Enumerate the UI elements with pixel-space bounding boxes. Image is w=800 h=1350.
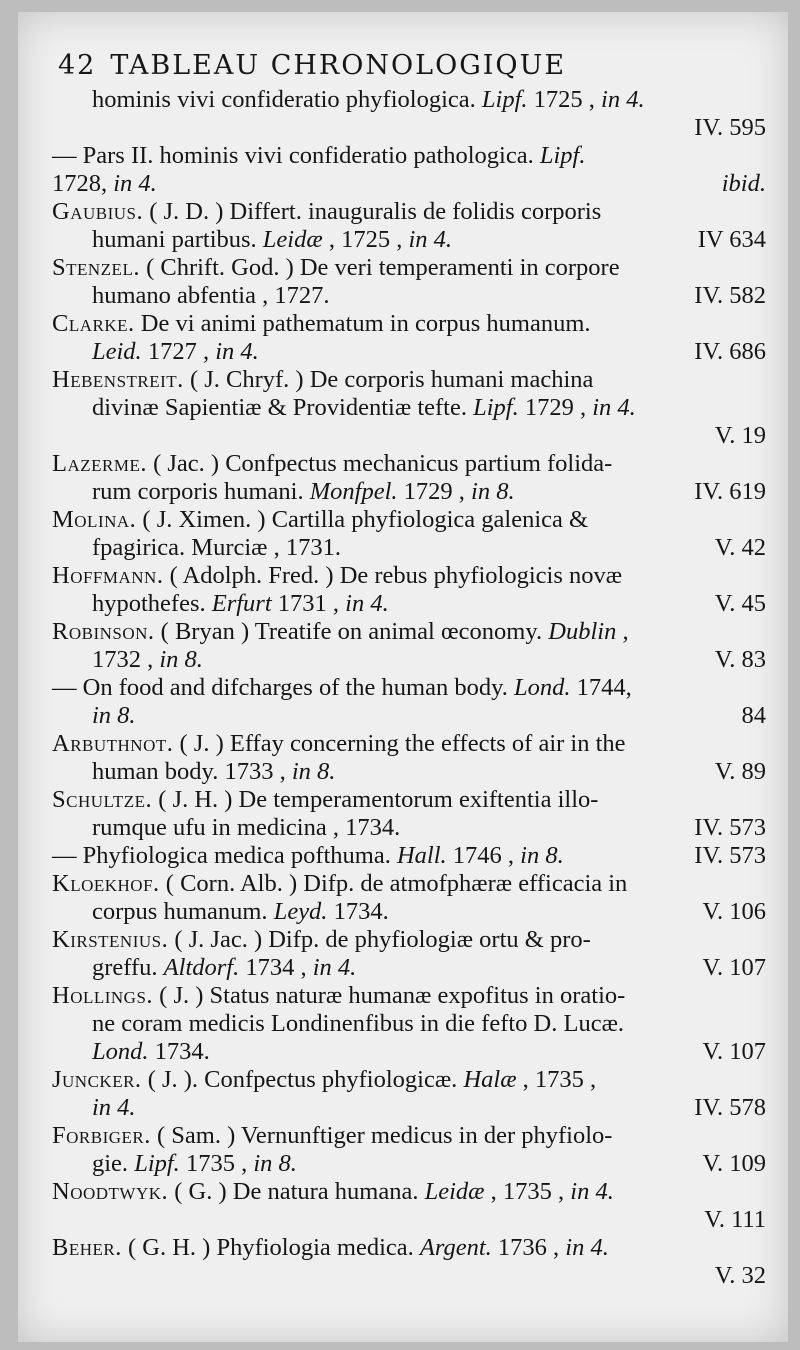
entry-reference: IV. 573 <box>694 842 766 869</box>
bibliography-entry <box>52 86 766 142</box>
entry-place: Hall. <box>396 842 447 869</box>
entry-place: Dublin , <box>548 618 629 645</box>
entry-author: Arbuthnot. <box>52 730 174 757</box>
entry-author: Hollings. <box>52 982 154 1009</box>
entry-author: Hebenstreit. <box>52 366 184 393</box>
entry-text: — Phyfiologica medica pofthuma. <box>52 842 391 869</box>
entry-reference: ibid. <box>721 170 766 197</box>
entry-year: 1734. <box>333 898 389 925</box>
bibliography-entry <box>52 366 766 450</box>
entry-place: Leyd. <box>273 898 328 925</box>
entry-text: hominis vivi confideratio phyfiologica. <box>92 86 476 113</box>
entry-format: in 4. <box>345 590 389 617</box>
entry-text: ( J. ). Confpectus phyfiologicæ. <box>147 1066 458 1093</box>
entry-text-continued: human body. 1733 , <box>92 758 286 785</box>
bibliography-entry <box>52 1122 766 1178</box>
entry-format: in 8. <box>159 646 203 673</box>
page-title: TABLEAU CHRONOLOGIQUE <box>110 50 567 81</box>
entry-format: in 8. <box>471 478 515 505</box>
entry-text: ( G. ) De natura humana. <box>174 1178 419 1205</box>
entry-place: Leid. <box>92 338 142 365</box>
bibliography-entry <box>52 254 766 310</box>
entry-reference: V. 107 <box>702 954 766 981</box>
entry-format: in 8. <box>520 842 564 869</box>
entry-format: in 4. <box>601 86 645 113</box>
bibliography-entry <box>52 1066 766 1122</box>
entry-author: Molina. <box>52 506 137 533</box>
bibliography-entry <box>52 198 766 254</box>
entry-place: Monfpel. <box>309 478 398 505</box>
entry-text: — Pars II. hominis vivi confideratio pathologica. <box>52 142 534 169</box>
bibliography-entry <box>52 842 766 870</box>
entry-reference: V. 42 <box>714 534 766 561</box>
entry-reference: V. 32 <box>714 1262 766 1289</box>
entry-author: Forbiger. <box>52 1122 151 1149</box>
entry-text: ( Sam. ) Vernunftiger medicus in der phyfiolo- <box>157 1122 613 1149</box>
entry-author: Hoffmann. <box>52 562 164 589</box>
entry-text: De vi animi pathematum in corpus humanum. <box>140 310 591 337</box>
entry-author: Clarke. <box>52 310 135 337</box>
entry-author: Schultze. <box>52 786 153 813</box>
entry-place: Lipf. <box>473 394 519 421</box>
entry-year: 1727 , <box>147 338 210 365</box>
entry-place: Leidæ <box>262 226 323 253</box>
entry-year: 1734 , <box>245 954 307 981</box>
entry-year: , 1735 , <box>522 1066 597 1093</box>
entry-text-continued: humano abfentia , 1727. <box>92 282 330 309</box>
entry-year: 1734. <box>154 1038 210 1065</box>
entry-text: ( Adolph. Fred. ) De rebus phyfiologicis novæ <box>169 562 623 589</box>
entry-format: in 4. <box>570 1178 614 1205</box>
entry-reference: IV 634 <box>697 226 766 253</box>
entry-author: Stenzel. <box>52 254 140 281</box>
entry-text: ( Corn. Alb. ) Difp. de atmofphæræ efficacia in <box>165 870 628 897</box>
entry-year: 1729 , <box>403 478 465 505</box>
entry-reference: IV. 619 <box>694 478 766 505</box>
entry-format: in 4. <box>312 954 357 981</box>
entry-text-continued: hypothefes. <box>92 590 206 617</box>
bibliography-entry <box>52 618 766 674</box>
entry-author: Kloekhof. <box>52 870 160 897</box>
entry-year: 1736 , <box>497 1234 560 1261</box>
entry-text-continued: ne coram medicis Londinenfibus in die fefto D. Lucæ. <box>92 1010 625 1037</box>
entry-reference: IV. 595 <box>694 114 766 141</box>
bibliography-entry <box>52 870 766 926</box>
entry-reference: V. 89 <box>714 758 766 785</box>
entry-format: in 4. <box>92 1094 136 1121</box>
entry-text: ( J. Chryf. ) De corporis humani machina <box>189 366 594 393</box>
entry-text: ( J. Ximen. ) Cartilla phyfiologica galenica & <box>142 506 589 533</box>
entry-place: Lipf. <box>539 142 586 169</box>
entry-text: ( J. Jac. ) Difp. de phyfiologiæ ortu & pro- <box>174 926 591 953</box>
entry-place: Leidæ <box>424 1178 485 1205</box>
entry-text-continued: greffu. <box>92 954 158 981</box>
bibliography-entry <box>52 1178 766 1234</box>
entry-year: 1731 , <box>277 590 340 617</box>
entry-text: ( J. D. ) Differt. inauguralis de folidis corporis <box>149 198 602 225</box>
entry-author: Juncker. <box>52 1066 142 1093</box>
entry-reference: V. 106 <box>702 898 766 925</box>
bibliography-entry <box>52 1234 766 1290</box>
entry-place: Argent. <box>419 1234 492 1261</box>
entry-text-continued: corpus humanum. <box>92 898 268 925</box>
entry-author: Robinson. <box>52 618 155 645</box>
bibliography-list <box>52 86 766 1290</box>
entry-author: Noodtwyk. <box>52 1178 169 1205</box>
entry-format: in 8. <box>253 1150 297 1177</box>
entry-year: 1725 , <box>533 86 595 113</box>
entry-reference: IV. 582 <box>694 282 766 309</box>
entry-text-continued: rum corporis humani. <box>92 478 304 505</box>
entry-year: 1729 , <box>524 394 587 421</box>
bibliography-entry <box>52 926 766 982</box>
entry-text-continued: divinæ Sapientiæ & Providentiæ tefte. <box>92 394 467 421</box>
entry-year: 1732 , <box>92 646 154 673</box>
entry-text: ( G. H. ) Phyfiologia medica. <box>127 1234 414 1261</box>
entry-reference: V. 19 <box>714 422 766 449</box>
entry-year: 1746 , <box>452 842 515 869</box>
entry-year: , 1735 , <box>490 1178 565 1205</box>
entry-format: in 4. <box>215 338 259 365</box>
entry-place: Erfurt <box>211 590 272 617</box>
entry-place: Lipf. <box>134 1150 180 1177</box>
entry-place: Lipf. <box>481 86 528 113</box>
entry-place: Lond. <box>92 1038 149 1065</box>
entry-author: Beher. <box>52 1234 122 1261</box>
bibliography-entry <box>52 730 766 786</box>
bibliography-entry <box>52 674 766 730</box>
entry-year: 1728, <box>52 170 108 197</box>
bibliography-entry <box>52 982 766 1066</box>
entry-text-continued: gie. <box>92 1150 129 1177</box>
page-header <box>58 50 566 81</box>
bibliography-entry <box>52 450 766 506</box>
entry-year: 1744, <box>576 674 632 701</box>
bibliography-entry <box>52 506 766 562</box>
entry-format: in 4. <box>408 226 453 253</box>
entry-format: in 4. <box>565 1234 609 1261</box>
entry-reference: V. 107 <box>702 1038 766 1065</box>
page-number: 42 <box>58 50 97 81</box>
entry-text-continued: fpagirica. Murciæ , 1731. <box>92 534 342 561</box>
entry-reference: V. 83 <box>714 646 766 673</box>
entry-place: Halæ <box>463 1066 517 1093</box>
entry-text: ( Jac. ) Confpectus mechanicus partium folida- <box>153 450 613 477</box>
entry-reference: V. 111 <box>704 1206 766 1233</box>
entry-text: ( Chrift. God. ) De veri temperamenti in corpore <box>146 254 620 281</box>
entry-format: in 4. <box>592 394 636 421</box>
entry-text: ( Bryan ) Treatife on animal œconomy. <box>160 618 543 645</box>
entry-reference: IV. 578 <box>694 1094 766 1121</box>
entry-author: Gaubius. <box>52 198 144 225</box>
bibliography-entry <box>52 310 766 366</box>
entry-text-continued: rumque ufu in medicina , 1734. <box>92 814 401 841</box>
entry-text: ( J. ) Effay concerning the effects of air in the <box>179 730 626 757</box>
entry-reference: IV. 686 <box>694 338 766 365</box>
book-page <box>18 12 788 1342</box>
entry-format: in 8. <box>92 702 136 729</box>
entry-format: in 4. <box>113 170 157 197</box>
entry-reference: V. 45 <box>714 590 766 617</box>
bibliography-entry <box>52 142 766 198</box>
entry-year: 1735 , <box>185 1150 248 1177</box>
bibliography-entry <box>52 786 766 842</box>
entry-text: ( J. H. ) De temperamentorum exiftentia illo- <box>158 786 599 813</box>
bibliography-entry <box>52 562 766 618</box>
entry-reference: IV. 573 <box>694 814 766 841</box>
entry-format: in 8. <box>291 758 336 785</box>
entry-year: , 1725 , <box>328 226 403 253</box>
entry-reference: 84 <box>741 702 766 729</box>
entry-author: Lazerme. <box>52 450 147 477</box>
entry-author: Kirstenius. <box>52 926 169 953</box>
entry-text: — On food and difcharges of the human body. <box>52 674 508 701</box>
entry-place: Lond. <box>514 674 571 701</box>
entry-reference: V. 109 <box>702 1150 766 1177</box>
entry-text: ( J. ) Status naturæ humanæ expofitus in oratio- <box>159 982 626 1009</box>
entry-place: Altdorf. <box>163 954 240 981</box>
entry-text-continued: humani partibus. <box>92 226 257 253</box>
